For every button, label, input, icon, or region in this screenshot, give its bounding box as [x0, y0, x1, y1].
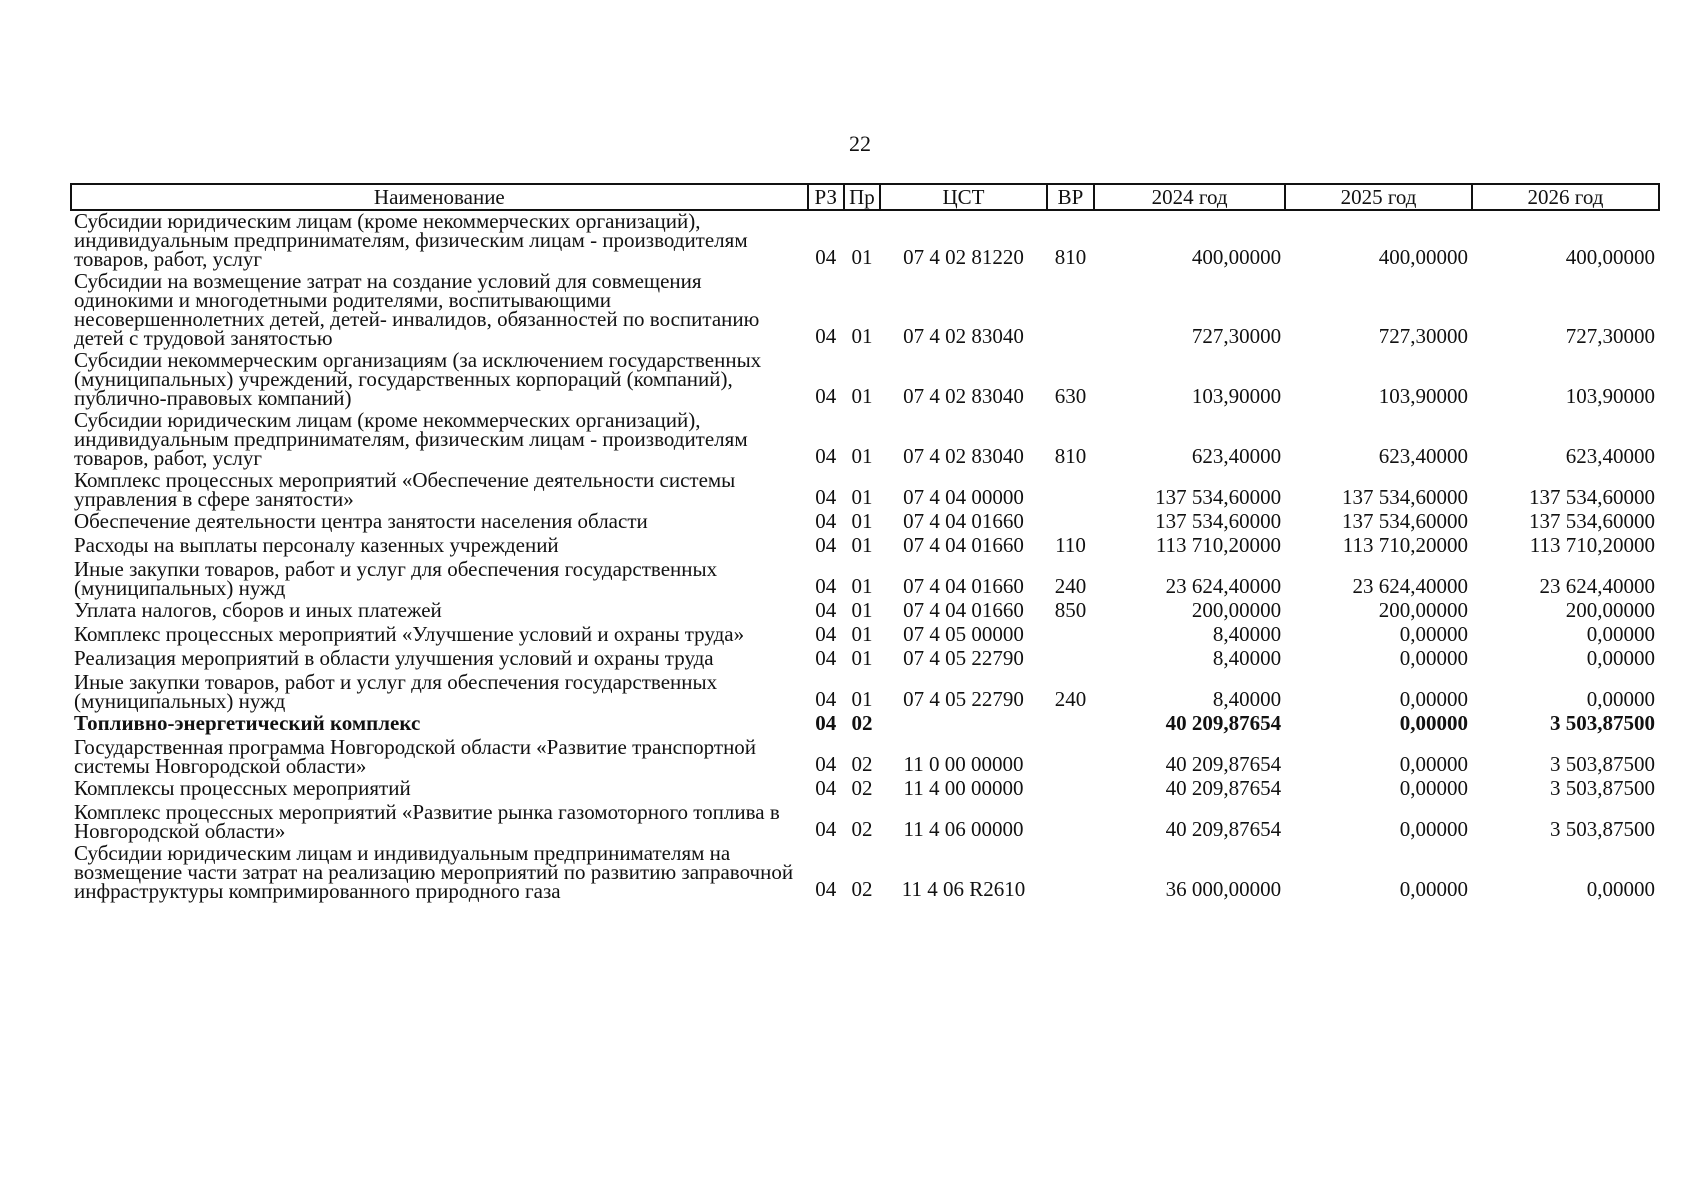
row-name: Расходы на выплаты персоналу казенных учреждений [74, 533, 559, 557]
row-value-2026: 137 534,60000 [1529, 509, 1655, 533]
row-pr: 02 [851, 776, 873, 800]
row-value-2025: 0,00000 [1399, 877, 1468, 901]
row-rz: 04 [815, 622, 837, 646]
row-name: Уплата налогов, сборов и иных платежей [74, 598, 442, 622]
row-cst: 07 4 04 01660 [903, 533, 1024, 557]
row-value-2024: 137 534,60000 [1155, 485, 1282, 509]
header-2024: 2024 год [1094, 184, 1285, 210]
table-row [71, 210, 1659, 271]
table-row [71, 713, 1659, 737]
row-vr: 630 [1054, 384, 1087, 408]
row-pr: 01 [851, 646, 873, 670]
row-pr: 01 [851, 598, 873, 622]
row-rz: 04 [815, 598, 837, 622]
row-pr: 01 [851, 574, 873, 598]
row-value-2024: 727,30000 [1191, 324, 1282, 348]
row-name: Субсидии юридическим лицам и индивидуальным предпринимателям на возмещение части затрат на реализацию мероприятий по развитию заправочной инфраструктуры компримированного природного газа [74, 841, 794, 903]
row-name: Комплексы процессных мероприятий [74, 776, 411, 800]
row-value-2026: 200,00000 [1565, 598, 1655, 622]
row-rz: 04 [815, 711, 837, 735]
row-value-2026: 400,00000 [1565, 245, 1655, 269]
row-value-2025: 727,30000 [1378, 324, 1468, 348]
table-body [71, 210, 1659, 903]
row-value-2025: 200,00000 [1378, 598, 1468, 622]
row-value-2024: 8,40000 [1212, 687, 1282, 711]
row-cst: 07 4 04 00000 [903, 485, 1024, 509]
row-value-2025: 0,00000 [1399, 646, 1468, 670]
row-pr: 01 [851, 485, 873, 509]
row-value-2025: 623,40000 [1378, 444, 1468, 468]
row-name: Субсидии юридическим лицам (кроме некоммерческих организаций), индивидуальным предпринимателям, физическим лицам - производителям товаров, работ, услуг [74, 408, 748, 470]
row-value-2025: 0,00000 [1399, 817, 1468, 841]
row-value-2026: 23 624,40000 [1539, 574, 1655, 598]
row-value-2024: 40 209,87654 [1165, 752, 1282, 776]
row-cst: 11 4 06 00000 [903, 817, 1024, 841]
row-name: Государственная программа Новгородской области «Развитие транспортной системы Новгородской области» [74, 735, 757, 778]
row-rz: 04 [815, 444, 837, 468]
row-name: Субсидии юридическим лицам (кроме некоммерческих организаций), индивидуальным предпринимателям, физическим лицам - производителям товаров, работ, услуг [74, 209, 748, 271]
row-cst: 07 4 04 01660 [903, 598, 1024, 622]
row-value-2025: 0,00000 [1399, 687, 1468, 711]
table-row [71, 600, 1659, 624]
row-pr: 01 [851, 245, 873, 269]
row-value-2024: 36 000,00000 [1165, 877, 1282, 901]
table-row [71, 350, 1659, 410]
row-vr [1047, 648, 1094, 672]
row-vr: 850 [1054, 598, 1087, 622]
table-row [71, 470, 1659, 511]
row-rz: 04 [815, 574, 837, 598]
row-value-2025: 137 534,60000 [1342, 509, 1468, 533]
row-pr: 02 [851, 752, 873, 776]
row-pr: 01 [851, 533, 873, 557]
table-row [71, 624, 1659, 648]
row-name: Комплекс процессных мероприятий «Развитие рынка газомоторного топлива в Новгородской области» [74, 800, 780, 843]
row-pr: 01 [851, 444, 873, 468]
row-pr: 01 [851, 509, 873, 533]
row-name: Субсидии некоммерческим организациям (за исключением государственных (муниципальных) учреждений, государственных корпораций (компаний), публично-правовых компаний) [74, 348, 762, 410]
row-value-2026: 0,00000 [1586, 877, 1655, 901]
row-vr: 110 [1055, 533, 1086, 557]
row-value-2025: 23 624,40000 [1352, 574, 1468, 598]
row-cst: 07 4 02 83040 [903, 324, 1024, 348]
row-rz: 04 [815, 776, 837, 800]
budget-table [70, 183, 1660, 903]
row-value-2025: 0,00000 [1399, 752, 1468, 776]
row-pr: 01 [851, 687, 873, 711]
row-value-2024: 113 710,20000 [1155, 533, 1282, 557]
row-name: Комплекс процессных мероприятий «Улучшение условий и охраны труда» [74, 622, 745, 646]
row-rz: 04 [815, 533, 837, 557]
row-vr [1047, 802, 1094, 843]
row-vr [1047, 271, 1094, 350]
row-value-2026: 113 710,20000 [1529, 533, 1655, 557]
table-header [71, 184, 1659, 210]
row-cst: 07 4 04 01660 [903, 574, 1024, 598]
row-name: Обеспечение деятельности центра занятости населения области [74, 509, 648, 533]
header-name: Наименование [71, 184, 808, 210]
row-value-2024: 40 209,87654 [1165, 711, 1282, 735]
row-vr [1047, 511, 1094, 535]
row-cst [880, 713, 1047, 737]
row-cst: 07 4 02 83040 [903, 444, 1024, 468]
row-vr: 240 [1054, 687, 1087, 711]
row-rz: 04 [815, 817, 837, 841]
row-cst: 11 4 00 00000 [903, 776, 1024, 800]
row-rz: 04 [815, 687, 837, 711]
row-value-2025: 0,00000 [1399, 776, 1468, 800]
header-vr: ВР [1047, 184, 1094, 210]
row-vr: 810 [1054, 444, 1087, 468]
row-value-2024: 40 209,87654 [1165, 776, 1282, 800]
row-pr: 01 [851, 324, 873, 348]
page-number: 22 [849, 131, 871, 156]
row-cst: 07 4 02 81220 [903, 245, 1024, 269]
header-rz: РЗ [808, 184, 844, 210]
row-value-2026: 623,40000 [1565, 444, 1655, 468]
row-value-2026: 3 503,87500 [1550, 817, 1655, 841]
row-vr [1047, 778, 1094, 802]
row-rz: 04 [815, 646, 837, 670]
header-2026: 2026 год [1472, 184, 1659, 210]
row-pr: 02 [851, 711, 873, 735]
row-value-2025: 0,00000 [1399, 622, 1468, 646]
row-name: Субсидии на возмещение затрат на создание условий для совмещения одинокими и многодетными родителями, воспитывающими несовершеннолетних детей, детей- инвалидов, обязанностей по воспитанию детей с трудовой занятостью [74, 269, 760, 350]
row-value-2026: 137 534,60000 [1529, 485, 1655, 509]
table-row [71, 535, 1659, 559]
table-row [71, 410, 1659, 470]
row-cst: 11 4 06 R2610 [901, 877, 1026, 901]
header-2025: 2025 год [1285, 184, 1472, 210]
row-value-2026: 3 503,87500 [1550, 752, 1655, 776]
row-value-2026: 3 503,87500 [1550, 776, 1655, 800]
row-vr [1047, 713, 1094, 737]
row-vr [1047, 470, 1094, 511]
row-name: Реализация мероприятий в области улучшения условий и охраны труда [74, 646, 714, 670]
row-value-2025: 400,00000 [1378, 245, 1468, 269]
row-value-2026: 0,00000 [1586, 687, 1655, 711]
table-row [71, 778, 1659, 802]
row-value-2025: 103,90000 [1378, 384, 1468, 408]
table-row [71, 511, 1659, 535]
row-name: Иные закупки товаров, работ и услуг для обеспечения государственных (муниципальных) нужд [74, 670, 718, 713]
table-row [71, 843, 1659, 903]
row-rz: 04 [815, 245, 837, 269]
table-row [71, 648, 1659, 672]
row-cst: 11 0 00 00000 [903, 752, 1024, 776]
row-rz: 04 [815, 485, 837, 509]
row-value-2024: 40 209,87654 [1165, 817, 1282, 841]
row-rz: 04 [815, 752, 837, 776]
row-rz: 04 [815, 324, 837, 348]
row-vr: 240 [1054, 574, 1087, 598]
row-cst: 07 4 04 01660 [903, 509, 1024, 533]
header-pr: Пр [844, 184, 880, 210]
row-name: Топливно-энергетический комплекс [74, 711, 421, 735]
row-pr: 02 [851, 877, 873, 901]
row-value-2024: 23 624,40000 [1165, 574, 1282, 598]
row-rz: 04 [815, 877, 837, 901]
row-value-2025: 0,00000 [1399, 711, 1468, 735]
row-cst: 07 4 05 22790 [903, 646, 1024, 670]
row-value-2024: 623,40000 [1191, 444, 1282, 468]
row-pr: 01 [851, 384, 873, 408]
row-value-2024: 400,00000 [1191, 245, 1282, 269]
row-vr [1047, 737, 1094, 778]
row-value-2026: 0,00000 [1586, 646, 1655, 670]
row-rz: 04 [815, 384, 837, 408]
row-cst: 07 4 05 00000 [903, 622, 1024, 646]
row-vr [1047, 624, 1094, 648]
table-row [71, 802, 1659, 843]
table-row [71, 559, 1659, 600]
row-name: Иные закупки товаров, работ и услуг для обеспечения государственных (муниципальных) нужд [74, 557, 718, 600]
row-cst: 07 4 05 22790 [903, 687, 1024, 711]
row-vr [1047, 843, 1094, 903]
row-pr: 02 [851, 817, 873, 841]
row-value-2026: 103,90000 [1565, 384, 1655, 408]
row-cst: 07 4 02 83040 [903, 384, 1024, 408]
table-row [71, 271, 1659, 350]
row-value-2025: 113 710,20000 [1342, 533, 1468, 557]
row-pr: 01 [851, 622, 873, 646]
row-name: Комплекс процессных мероприятий «Обеспечение деятельности системы управления в сфере занятости» [74, 468, 736, 511]
row-value-2025: 137 534,60000 [1342, 485, 1468, 509]
row-value-2026: 0,00000 [1586, 622, 1655, 646]
row-rz: 04 [815, 509, 837, 533]
header-cst: ЦСТ [880, 184, 1047, 210]
table-row [71, 737, 1659, 778]
row-value-2024: 8,40000 [1212, 646, 1282, 670]
row-value-2024: 8,40000 [1212, 622, 1282, 646]
row-value-2026: 727,30000 [1565, 324, 1655, 348]
row-value-2026: 3 503,87500 [1550, 711, 1655, 735]
row-value-2024: 137 534,60000 [1155, 509, 1282, 533]
table-row [71, 672, 1659, 713]
row-vr: 810 [1054, 245, 1087, 269]
row-value-2024: 103,90000 [1191, 384, 1282, 408]
row-value-2024: 200,00000 [1191, 598, 1282, 622]
